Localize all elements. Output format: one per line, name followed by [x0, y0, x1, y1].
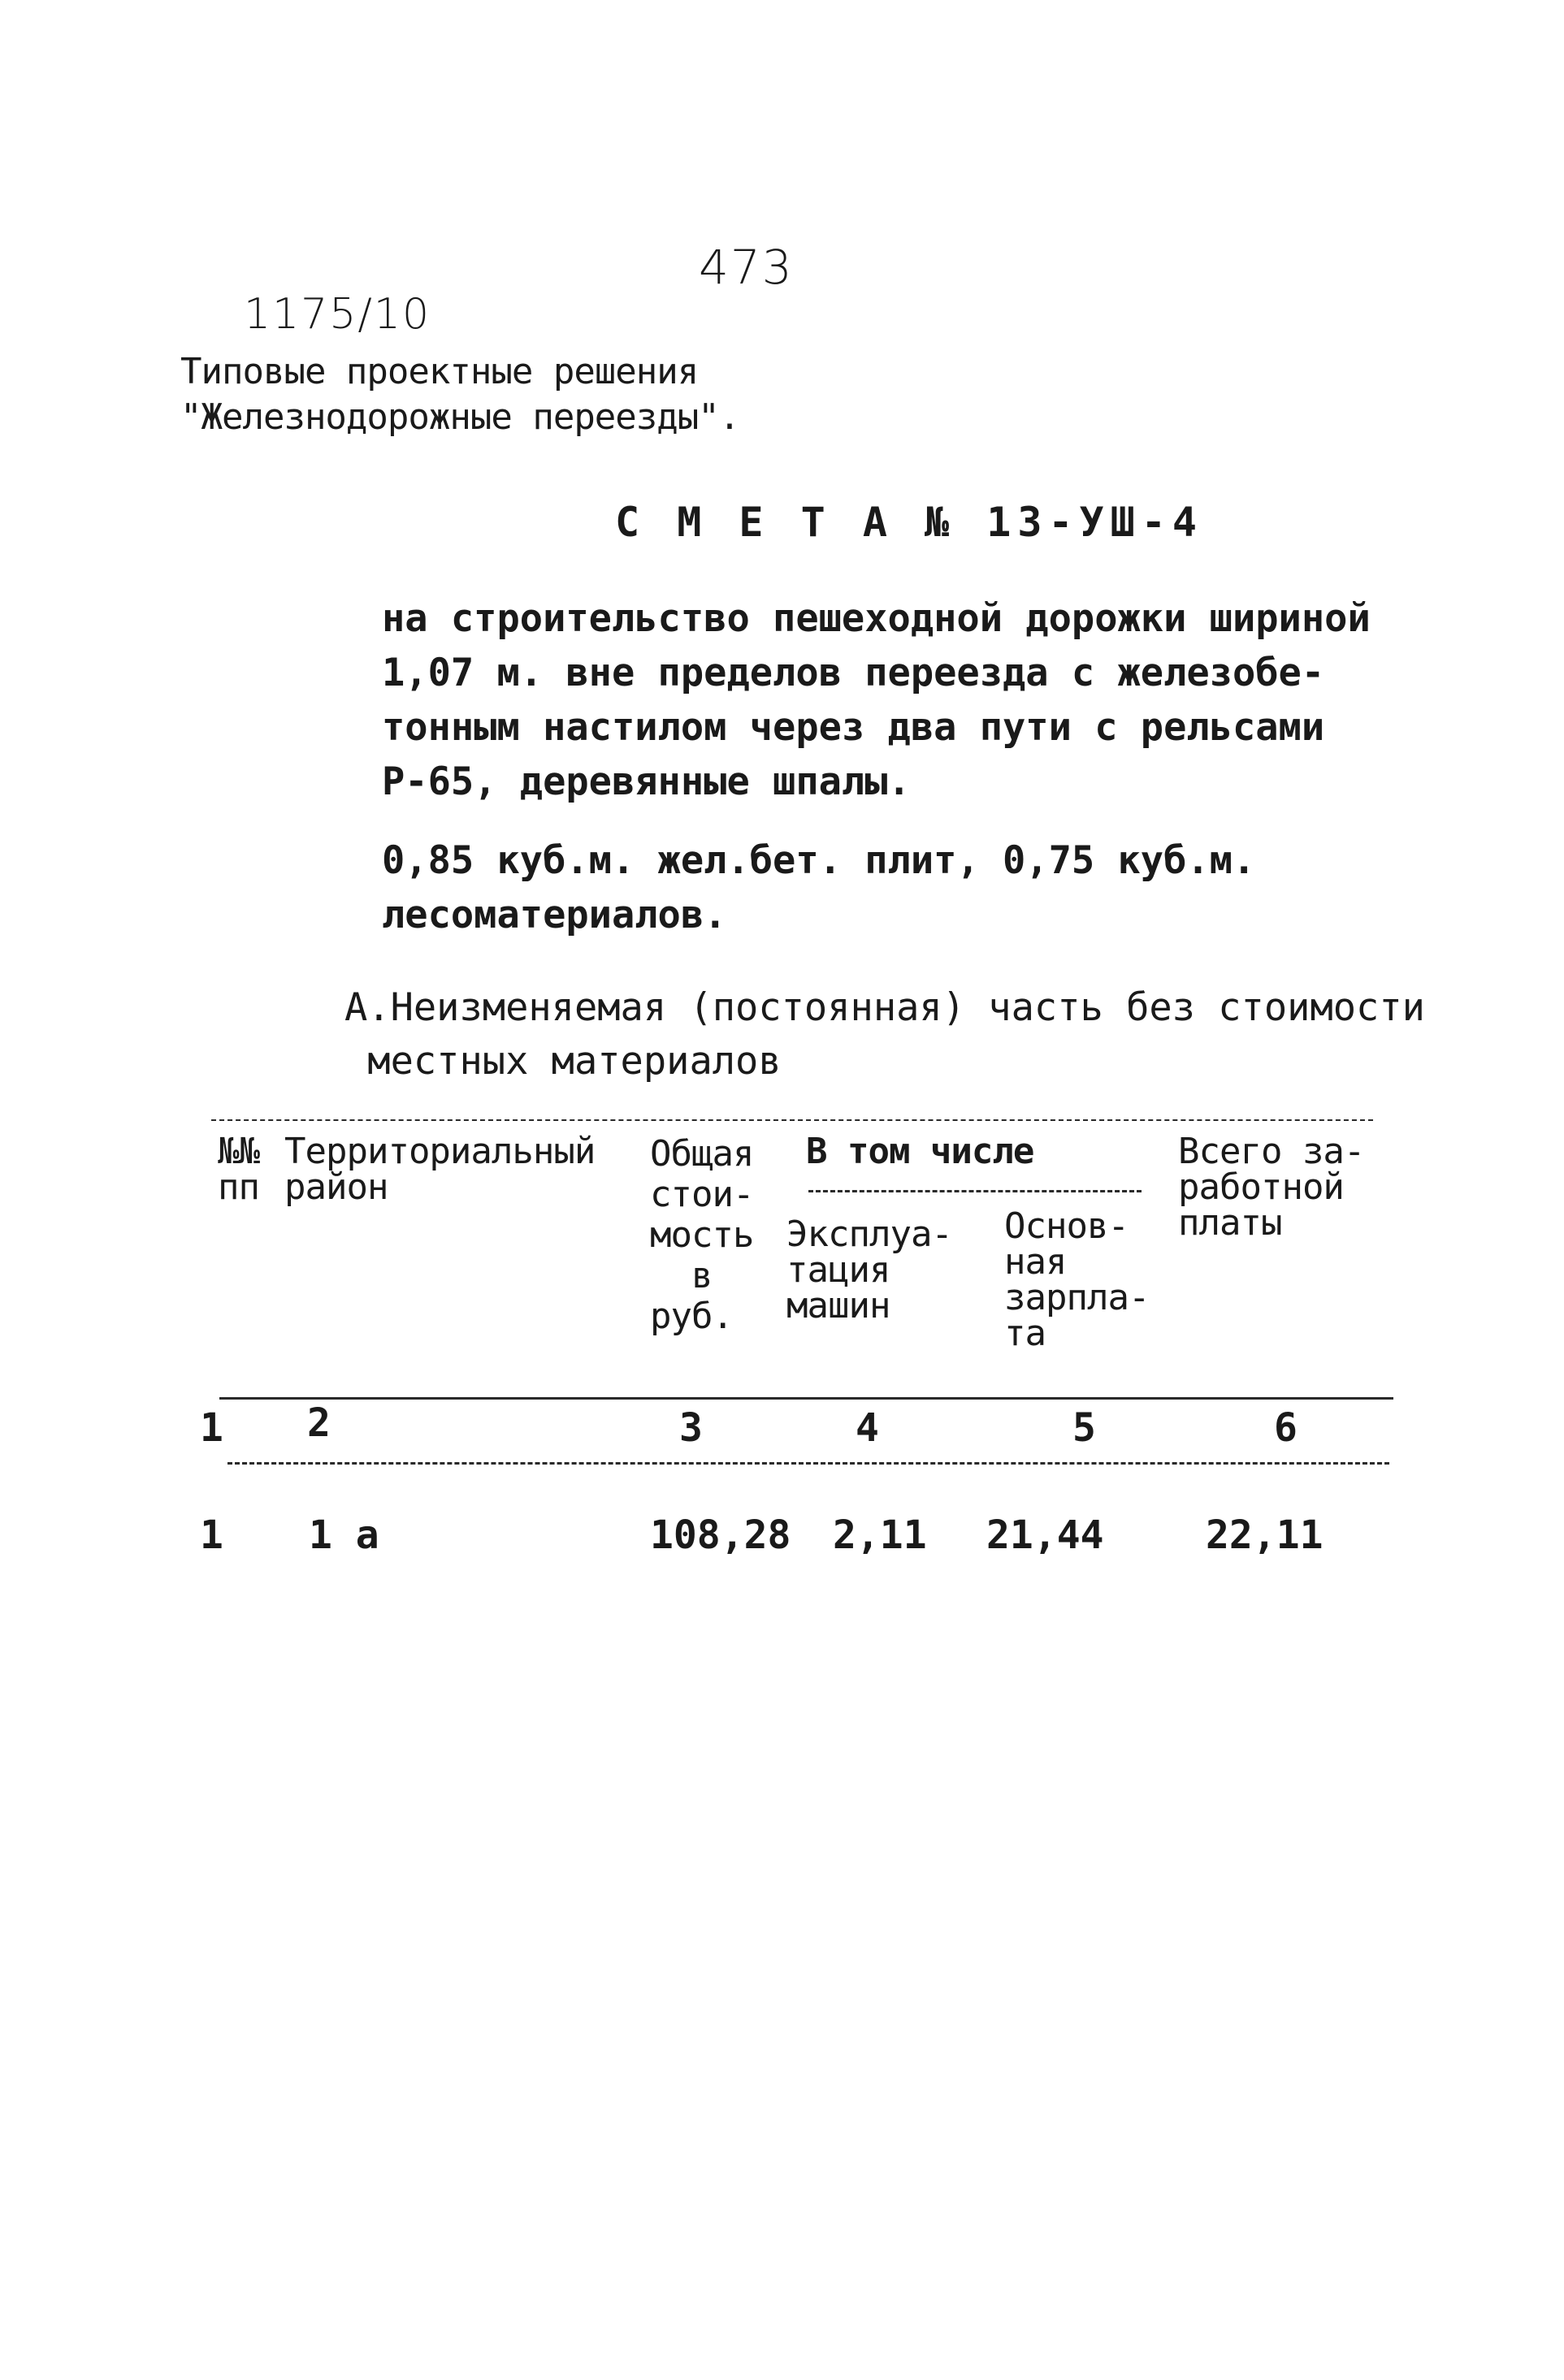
column-number: 1 [200, 1405, 223, 1451]
header-total-wage: Всего за- работной платы [1178, 1131, 1365, 1244]
estimate-description [382, 591, 1406, 809]
description-line: тонным настилом через два пути с рельсами [382, 705, 1325, 750]
header-machine-operation: Эксплуа- тация машин [786, 1214, 952, 1326]
series-title-line: "Железнодорожные переезды". [180, 396, 740, 438]
materials-note [382, 833, 1255, 942]
description-line: на строительство пешеходной дорожки шириной [382, 596, 1371, 641]
header-sub-rule [808, 1190, 1142, 1192]
column-number: 3 [679, 1405, 703, 1451]
row-base-wage: 21,44 [986, 1512, 1104, 1558]
header-base-wage: Основ- ная зарпла- та [1004, 1205, 1150, 1354]
header-total-cost: Общая стои- мость в руб. [650, 1133, 754, 1337]
section-heading [344, 981, 1425, 1088]
row-region: 1 а [309, 1512, 379, 1558]
header-num: №№ пп [218, 1131, 259, 1208]
header-region: Территориальный район [284, 1131, 596, 1208]
page-number: 473 [699, 240, 794, 295]
header-including: В том числе [806, 1131, 1034, 1172]
section-heading-line: местных материалов [344, 1039, 782, 1084]
row-num: 1 [200, 1512, 223, 1558]
series-title [180, 349, 739, 440]
materials-line: лесоматериалов. [382, 893, 727, 937]
column-number: 5 [1072, 1405, 1096, 1451]
row-machine-operation: 2,11 [833, 1512, 927, 1558]
description-line: Р-65, деревянные шпалы. [382, 759, 911, 804]
description-line: 1,07 м. вне пределов переезда с железобе- [382, 651, 1325, 695]
row-total-wage: 22,11 [1206, 1512, 1324, 1558]
column-number: 4 [856, 1405, 879, 1451]
table-top-rule [211, 1119, 1373, 1121]
column-number-rule [227, 1462, 1389, 1465]
header-bottom-rule [219, 1397, 1393, 1400]
row-total-cost: 108,28 [650, 1512, 791, 1558]
column-number: 2 [307, 1400, 331, 1446]
estimate-title: С М Е Т А № 13-УШ-4 [615, 499, 1203, 546]
archive-code: 1175/10 [244, 290, 431, 339]
column-number: 6 [1274, 1405, 1298, 1451]
series-title-line: Типовые проектные решения [180, 351, 699, 392]
materials-line: 0,85 куб.м. жел.бет. плит, 0,75 куб.м. [382, 838, 1256, 883]
section-heading-line: А.Неизменяемая (постоянная) часть без стоимости [344, 985, 1425, 1030]
